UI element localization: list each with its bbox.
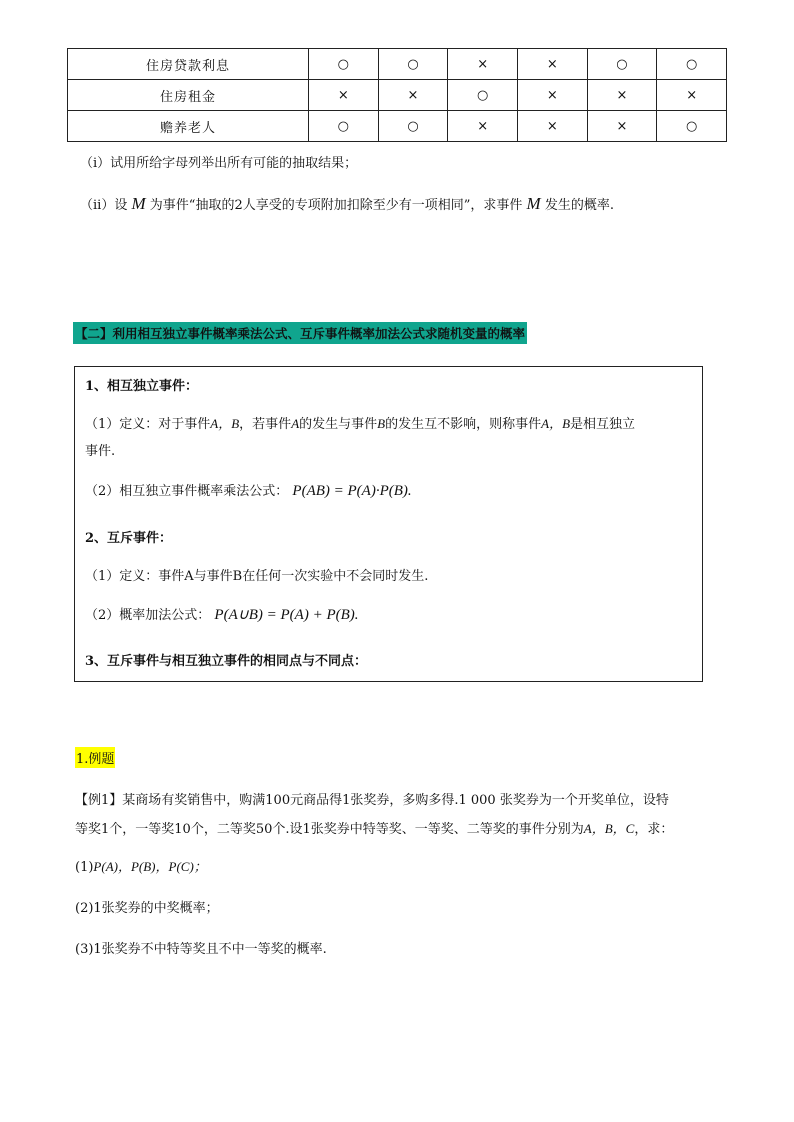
question-i-prefix: （i） (80, 156, 111, 171)
circle-mark: ○ (337, 118, 349, 134)
example-line-2 (75, 818, 673, 837)
question-ii-prefix: （ii） (80, 198, 115, 213)
addition-formula-line (85, 604, 359, 624)
cross-mark: × (337, 87, 349, 103)
mark-cell (587, 49, 657, 80)
circle-mark: ○ (337, 56, 349, 72)
example-q3: (3)1张奖券不中特等奖且不中一等奖的概率. (75, 942, 327, 957)
def1-vars-1: A，B (210, 416, 240, 431)
question-ii-text-a: 设 (114, 198, 128, 213)
mark-cell (517, 111, 587, 142)
circle-mark: ○ (407, 118, 419, 134)
mark-cell (448, 49, 518, 80)
example-line-2a: 等奖1个，一等奖10个，二等奖50个.设1张奖券中特等奖、一等奖、二等奖的事件分别为 (75, 822, 584, 837)
knowledge-box (74, 366, 703, 682)
independent-definition-continued: 事件. (85, 444, 116, 459)
multiplication-formula (292, 483, 411, 499)
def1-part-a: （1）定义：对于事件 (85, 417, 211, 432)
cross-mark: × (616, 118, 628, 134)
multiplication-formula-label: （2）相互独立事件概率乘法公式： (85, 484, 289, 499)
cross-mark: × (407, 87, 419, 103)
mark-cell (448, 80, 518, 111)
question-ii-text-c: 发生的概率. (544, 198, 614, 213)
circle-mark: ○ (685, 118, 698, 134)
example-tag: 1.例题 (75, 747, 115, 768)
question-i (80, 152, 357, 171)
cross-mark: × (546, 56, 558, 72)
mark-cell (378, 111, 448, 142)
mark-cell (587, 111, 657, 142)
mark-cell (657, 111, 727, 142)
table-row (68, 49, 727, 80)
mark-cell (448, 111, 518, 142)
cross-mark: × (477, 118, 489, 134)
question-i-text: 试用所给字母列举出所有可能的抽取结果； (110, 156, 358, 171)
heading-exclusive-events: 2、互斥事件： (85, 531, 173, 546)
table-row (68, 111, 727, 142)
def1-part-d: 的发生互不影响，则称事件 (385, 417, 542, 432)
circle-mark: ○ (616, 56, 628, 72)
def1-vars-4: A，B (541, 416, 571, 431)
multiplication-formula-text: P(AB) = P(A)·P(B). (292, 483, 412, 499)
mark-cell (657, 80, 727, 111)
question-ii-text-b: 为事件“抽取的2人享受的专项附加扣除至少有一项相同”，求事件 (149, 198, 523, 213)
def1-var-2: A (291, 416, 300, 431)
cross-mark: × (686, 87, 698, 103)
heading-independent-events: 1、相互独立事件： (85, 379, 199, 394)
def1-part-e: 是相互独立 (570, 417, 636, 432)
row-label: 住房贷款利息 (68, 49, 309, 80)
multiplication-formula-line (85, 480, 412, 500)
question-ii-var-m: M (131, 194, 146, 213)
example-q1 (75, 856, 207, 875)
circle-mark: ○ (476, 87, 489, 103)
mark-cell (309, 49, 379, 80)
mark-cell (657, 49, 727, 80)
example-q1-prefix: (1) (75, 860, 94, 875)
exclusive-definition: （1）定义：事件A与事件B在任何一次实验中不会同时发生. (85, 569, 429, 584)
cross-mark: × (546, 87, 558, 103)
cross-mark: × (477, 56, 489, 72)
mark-cell (309, 111, 379, 142)
cross-mark: × (546, 118, 558, 134)
circle-mark: ○ (685, 56, 698, 72)
addition-formula-label: （2）概率加法公式： (85, 608, 211, 623)
def1-var-3: B (377, 416, 386, 431)
table-row (68, 80, 727, 111)
row-label: 赡养老人 (68, 111, 309, 142)
def1-part-b: ，若事件 (239, 417, 292, 432)
example-line-1: 【例1】某商场有奖销售中，购满100元商品得1张奖券，多购多得.1 000 张奖券为一个开奖单位，设特 (75, 793, 669, 808)
circle-mark: ○ (407, 56, 419, 72)
example-line-2-vars: A，B，C (583, 821, 635, 836)
def1-part-c: 的发生与事件 (299, 417, 378, 432)
mark-cell (587, 80, 657, 111)
independent-definition (85, 413, 635, 432)
question-ii-var-m2: M (526, 194, 541, 213)
cross-mark: × (616, 87, 628, 103)
section-title: 【二】利用相互独立事件概率乘法公式、互斥事件概率加法公式求随机变量的概率 (73, 322, 527, 344)
addition-formula-text: P(A∪B) = P(A) + P(B). (214, 607, 359, 623)
mark-cell (517, 80, 587, 111)
deduction-table (67, 48, 727, 142)
addition-formula (214, 607, 358, 623)
mark-cell (378, 49, 448, 80)
question-ii (80, 194, 614, 214)
example-q2: (2)1张奖券的中奖概率； (75, 901, 219, 916)
mark-cell (309, 80, 379, 111)
example-q1-text: P(A)，P(B)，P(C)； (93, 859, 207, 874)
example-line-2b: ，求： (634, 822, 674, 837)
mark-cell (378, 80, 448, 111)
heading-compare: 3、互斥事件与相互独立事件的相同点与不同点： (85, 654, 368, 669)
mark-cell (517, 49, 587, 80)
row-label: 住房租金 (68, 80, 309, 111)
